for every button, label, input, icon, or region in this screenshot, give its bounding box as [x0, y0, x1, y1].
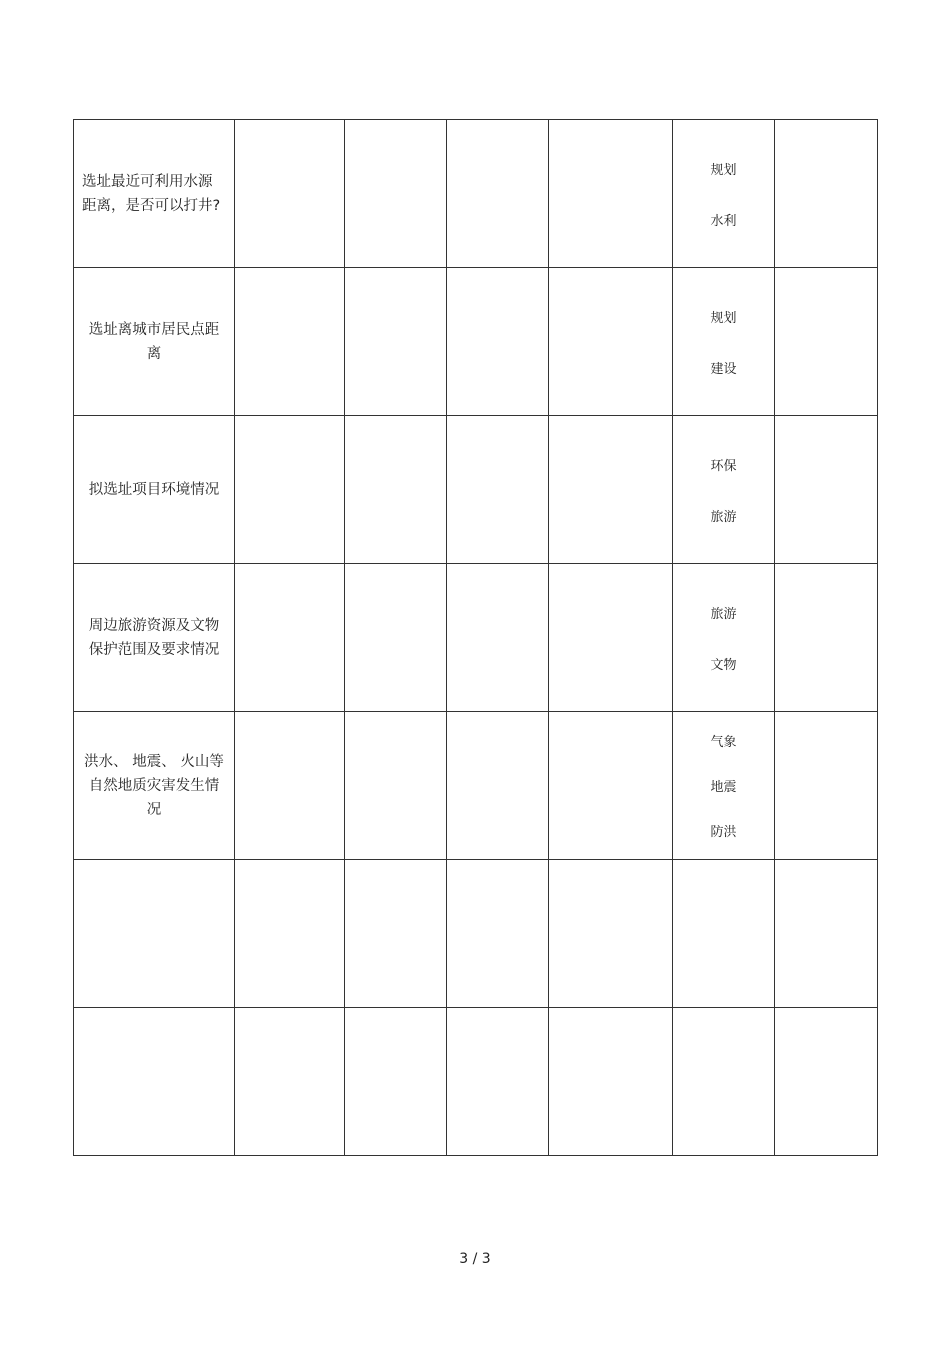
blank-cell: [345, 268, 447, 416]
blank-cell: [447, 712, 549, 860]
dept-cell: [673, 1008, 775, 1156]
blank-cell: [549, 268, 673, 416]
blank-cell: [447, 860, 549, 1008]
blank-cell: [235, 416, 345, 564]
dept-label: 气象: [710, 735, 737, 750]
blank-cell: [775, 564, 878, 712]
blank-cell: [235, 268, 345, 416]
blank-cell: [345, 860, 447, 1008]
table-row: [74, 860, 878, 1008]
dept-label: 规划: [710, 310, 737, 326]
blank-cell: [775, 268, 878, 416]
blank-cell: [549, 860, 673, 1008]
item-cell: [74, 1008, 235, 1156]
blank-cell: [345, 564, 447, 712]
item-cell: 周边旅游资源及文物保护范围及要求情况: [74, 564, 235, 712]
blank-cell: [775, 1008, 878, 1156]
blank-cell: [235, 1008, 345, 1156]
table-row: [74, 712, 878, 860]
dept-label: 建设: [710, 361, 737, 377]
dept-cell: [673, 120, 775, 268]
dept-label: 防洪: [710, 825, 737, 840]
item-cell: [74, 860, 235, 1008]
site-selection-table: [73, 119, 878, 1156]
table-body: [74, 120, 878, 1156]
blank-cell: [345, 120, 447, 268]
blank-cell: [775, 416, 878, 564]
page-number: 3 / 3: [459, 1251, 491, 1267]
blank-cell: [235, 860, 345, 1008]
dept-label: 旅游: [710, 509, 737, 525]
blank-cell: [775, 712, 878, 860]
blank-cell: [549, 712, 673, 860]
dept-cell: [673, 416, 775, 564]
blank-cell: [549, 416, 673, 564]
table-row: [74, 268, 878, 416]
blank-cell: [447, 564, 549, 712]
dept-label: 环保: [710, 458, 737, 474]
blank-cell: [447, 1008, 549, 1156]
dept-label: 旅游: [710, 606, 737, 622]
blank-cell: [345, 712, 447, 860]
item-cell: 选址离城市居民点距离: [74, 268, 235, 416]
dept-label: 规划: [710, 162, 737, 178]
blank-cell: [447, 120, 549, 268]
blank-cell: [549, 1008, 673, 1156]
blank-cell: [775, 860, 878, 1008]
blank-cell: [235, 564, 345, 712]
blank-cell: [775, 120, 878, 268]
dept-cell: [673, 268, 775, 416]
table-row: [74, 1008, 878, 1156]
blank-cell: [549, 120, 673, 268]
table-row: [74, 564, 878, 712]
blank-cell: [345, 1008, 447, 1156]
table-row: [74, 416, 878, 564]
blank-cell: [447, 416, 549, 564]
blank-cell: [235, 120, 345, 268]
item-cell: 洪水、 地震、 火山等自然地质灾害发生情况: [74, 712, 235, 860]
blank-cell: [447, 268, 549, 416]
dept-cell: [673, 712, 775, 860]
item-cell: 拟选址项目环境情况: [74, 416, 235, 564]
blank-cell: [549, 564, 673, 712]
dept-label: 水利: [710, 213, 737, 229]
table-row: [74, 120, 878, 268]
dept-cell: [673, 564, 775, 712]
dept-label: 地震: [710, 780, 737, 795]
blank-cell: [235, 712, 345, 860]
dept-cell: [673, 860, 775, 1008]
blank-cell: [345, 416, 447, 564]
item-cell: 选址最近可利用水源距离，是否可以打井?: [74, 120, 235, 268]
dept-label: 文物: [710, 657, 737, 673]
